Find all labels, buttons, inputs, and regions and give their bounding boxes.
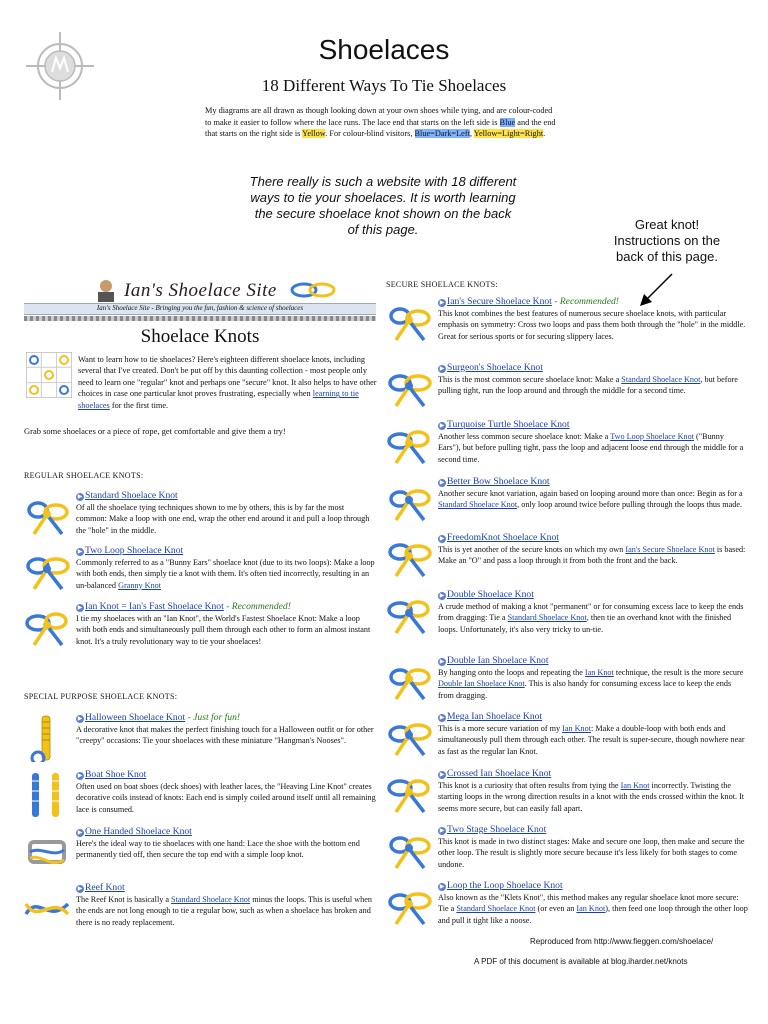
right-knot-entry-10 [438, 880, 748, 926]
right-knot-diagram-5 [386, 591, 432, 639]
note-right: Great knot! Instructions on the back of this page. [613, 217, 721, 264]
right-knot-entry-6 [438, 655, 748, 701]
knot-description: ("Bunny Ears"), but before pulling tight, pass the loop and adjacent loose end through the middle for a second time. [438, 432, 744, 464]
knot-description: . This is also handy for consuming excess lace to keep the ends from dragging. [438, 679, 732, 700]
left-knot-diagram-6 [24, 884, 70, 932]
footer-pdf: A PDF of this document is available at blog.iharder.net/knots [474, 957, 688, 966]
knots-grid-icon [26, 352, 72, 398]
left-knot-title-link[interactable]: Ian Knot = Ian's Fast Shoelace Knot [85, 601, 224, 612]
link-arrow-icon: ▶ [77, 886, 83, 892]
left-knot-title-link[interactable]: One Handed Shoelace Knot [85, 826, 192, 837]
link-arrow-icon: ▶ [439, 715, 445, 721]
decor-strip [24, 316, 376, 321]
link-arrow-icon: ▶ [439, 828, 445, 834]
inline-knot-link[interactable]: Double Ian Shoelace Knot [438, 679, 525, 689]
section-secure: SECURE SHOELACE KNOTS: [386, 280, 498, 289]
left-knot-entry-4 [76, 769, 376, 815]
footer-reproduced: Reproduced from http://www.fieggen.com/shoelace/ [530, 937, 714, 946]
right-knot-diagram-6 [386, 657, 432, 705]
section-special: SPECIAL PURPOSE SHOELACE KNOTS: [24, 692, 178, 701]
inline-knot-link[interactable]: Ian Knot [584, 668, 614, 678]
site-name: Ian's Shoelace Site [124, 280, 277, 301]
left-knot-entry-6 [76, 882, 376, 928]
right-knot-diagram-10 [386, 882, 432, 930]
right-knot-title-link[interactable]: Two Stage Shoelace Knot [447, 824, 547, 835]
left-knot-diagram-5 [24, 828, 70, 876]
left-knot-entry-2 [76, 601, 376, 647]
knot-description: (or even an [535, 904, 577, 914]
inline-knot-link[interactable]: Granny Knot [118, 580, 162, 590]
right-knot-entry-4 [438, 532, 748, 567]
right-knot-title-link[interactable]: Loop the Loop Shoelace Knot [447, 880, 563, 891]
knot-description: Another secure knot variation, again based on looping around more than once: Begin as for a [438, 489, 743, 499]
right-knot-title-link[interactable]: Double Ian Shoelace Knot [447, 655, 549, 666]
inline-knot-link[interactable]: Ian Knot [620, 781, 650, 791]
link-arrow-icon: ▶ [77, 494, 83, 500]
note-left: There really is such a website with 18 different ways to tie your shoelaces. It is worth learning the secure shoelace knot shown on the back of this page. [249, 174, 517, 237]
site-banner [24, 278, 376, 326]
right-knot-entry-2 [438, 419, 748, 465]
right-knot-title-link[interactable]: Crossed Ian Shoelace Knot [447, 768, 552, 779]
inline-knot-link[interactable]: Two Loop Shoelace Knot [610, 432, 694, 442]
left-knot-title-link[interactable]: Boat Shoe Knot [85, 769, 147, 780]
link-arrow-icon: ▶ [439, 772, 445, 778]
knot-description: incorrectly. Twisting the starting loops in the wrong direction results in a knot with the ends crossed within the knot. It seems more secure, but can easily fall apart. [438, 781, 745, 813]
knot-description: This is the most common secure shoelace knot: Make a [438, 375, 622, 385]
left-knot-title-link[interactable]: Standard Shoelace Knot [85, 490, 178, 501]
link-arrow-icon: ▶ [439, 480, 445, 486]
right-knot-diagram-1 [386, 364, 432, 412]
left-knot-entry-5 [76, 826, 376, 861]
right-knot-title-link[interactable]: Double Shoelace Knot [447, 589, 534, 600]
blue-key: Blue=Dark=Left [414, 129, 470, 138]
right-knot-diagram-9 [386, 826, 432, 874]
right-knot-diagram-8 [386, 770, 432, 818]
left-knot-entry-1 [76, 545, 376, 591]
section-regular: REGULAR SHOELACE KNOTS: [24, 471, 144, 480]
yellow-highlight: Yellow [302, 129, 326, 138]
knot-description: : Make a double-loop with both ends and simultaneously pull them through each other. The result is super-secure, though nowhere near as fast as the regular Ian Knot. [438, 724, 745, 756]
inline-knot-link[interactable]: Ian Knot [562, 724, 592, 734]
site-intro: Want to learn how to tie shoelaces? Here's eighteen different shoelace knots, including several that I've created. Don't be put off by this daunting collection - most people only need to learn one "regular" knot and perhaps one "secure" knot. It also helps to have other choices in case one particular knot proves frustrating, especially when learning to tie shoelaces for the first time. [78, 355, 377, 410]
knot-description: The Reef Knot is basically a [76, 895, 172, 905]
link-arrow-icon: ▶ [77, 716, 83, 722]
right-knot-entry-1 [438, 362, 748, 397]
link-arrow-icon: ▶ [439, 659, 445, 665]
learning-link[interactable]: learning to tie shoelaces [78, 389, 359, 410]
knot-description: By hanging onto the loops and repeating the [438, 668, 585, 678]
knot-description: Also known as the "Klets Knot", this method makes any regular shoelace knot more secure: Tie a [438, 893, 739, 914]
right-knot-diagram-3 [386, 478, 432, 526]
link-arrow-icon: ▶ [439, 366, 445, 372]
left-knot-diagram-3 [24, 714, 70, 762]
knot-description: This knot combines the best features of numerous secure shoelace knots, with particular emphasis on symmetry: Cross two loops and pass them both through the "hole" in the middle. Great for serious sports or for securing slippery laces. [438, 309, 746, 341]
right-knot-entry-7 [438, 711, 748, 757]
section-title: Shoelace Knots [140, 326, 260, 347]
left-knot-title-link[interactable]: Halloween Shoelace Knot [85, 712, 186, 723]
right-knot-title-link[interactable]: Better Bow Shoelace Knot [447, 476, 550, 487]
knot-description: Another less common secure shoelace knot: Make a [438, 432, 611, 442]
bow-icon [290, 280, 336, 300]
left-knot-title-link[interactable]: Two Loop Shoelace Knot [85, 545, 184, 556]
inline-knot-link[interactable]: Standard Shoelace Knot [621, 375, 701, 385]
inline-knot-link[interactable]: Standard Shoelace Knot [438, 500, 518, 510]
intro-paragraph: My diagrams are all drawn as though looking down at your own shoes while tying, and are colour-coded to make it easier to follow where the lace runs. The lace end that starts on the left side is Blue and the end that starts on the right side is Yellow. For colour-blind visitors, Blue=Dark=Left, Yellow=Light=Right. [205, 106, 556, 138]
right-knot-title-link[interactable]: Surgeon's Shoelace Knot [447, 362, 543, 373]
knot-description: ), then feed one loop through the other loop and pull it tight like a noose. [438, 904, 748, 925]
page-title: Shoelaces [318, 34, 450, 65]
link-arrow-icon: ▶ [77, 605, 83, 611]
left-knot-diagram-1 [24, 547, 70, 595]
inline-knot-link[interactable]: Ian Knot [576, 904, 606, 914]
knot-description: technique, the result is the more secure [613, 668, 744, 678]
right-knot-title-link[interactable]: Turquoise Turtle Shoelace Knot [447, 419, 570, 430]
knot-description: is based: Make an "O" and pass a loop through it from both the front and the back. [438, 545, 746, 566]
knot-description: Often used on boat shoes (deck shoes) with leather laces, the "Heaving Line Knot" creates decorative coils instead of knots: Each end is simply coiled around itself until all remaining lace is consumed. [76, 782, 376, 814]
inline-knot-link[interactable]: Ian's Secure Shoelace Knot [625, 545, 715, 555]
left-knot-diagram-2 [24, 603, 70, 651]
link-arrow-icon: ▶ [439, 593, 445, 599]
right-knot-entry-8 [438, 768, 748, 814]
knot-description: This is yet another of the secure knots on which my own [438, 545, 626, 555]
knot-description: This knot is a curiosity that often results from tying the [438, 781, 621, 791]
yellow-key: Yellow=Light=Right [473, 129, 544, 138]
right-knot-diagram-7 [386, 713, 432, 761]
left-knot-diagram-4 [24, 771, 70, 819]
knot-description: , then tie an overhand knot with the finished loops. Unfortunately, it's also very tricky to un-tie. [438, 613, 732, 634]
link-arrow-icon: ▶ [77, 830, 83, 836]
right-knot-entry-9 [438, 824, 748, 870]
link-arrow-icon: ▶ [439, 884, 445, 890]
link-arrow-icon: ▶ [439, 300, 445, 306]
knot-description: This is a more secure variation of my [438, 724, 563, 734]
knot-description: I tie my shoelaces with an "Ian Knot", the World's Fastest Shoelace Knot: Make a loop with both ends and simultaneously pull them through each other to form an almost instant knot. It's a truly revolutionary way to tie your shoelaces! [76, 614, 371, 646]
right-knot-entry-3 [438, 476, 748, 511]
left-knot-diagram-0 [24, 492, 70, 540]
blue-highlight: Blue [499, 117, 516, 127]
left-knot-entry-3 [76, 712, 376, 747]
ian-portrait-icon [96, 278, 116, 302]
link-arrow-icon: ▶ [439, 423, 445, 429]
right-knot-title-link[interactable]: FreedomKnot Shoelace Knot [447, 532, 559, 543]
inline-knot-link[interactable]: Standard Shoelace Knot [507, 613, 587, 623]
left-knot-entry-0 [76, 490, 376, 536]
right-knot-diagram-4 [386, 534, 432, 582]
inline-knot-link[interactable]: Standard Shoelace Knot [456, 904, 536, 914]
knot-description: A decorative knot that makes the perfect finishing touch for a Halloween outfit or for other "creepy" occasions: Tie your shoelaces with these miniature "Hangman's Nooses". [76, 725, 374, 746]
knot-description: This knot is made in two distinct stages: Make and secure one loop, then make and secure the other loop. The result is slightly more secure because it's less likely for both stages to come undone. [438, 837, 745, 869]
knot-description: A crude method of making a knot "permanent" or for consuming excess lace to keep the ends from dragging: Tie a [438, 602, 744, 623]
recommended-tag: - Recommended! [551, 296, 619, 307]
link-arrow-icon: ▶ [439, 536, 445, 542]
right-knot-title-link[interactable]: Mega Ian Shoelace Knot [447, 711, 543, 722]
knot-description: , but before pulling tight, run the loop around and through the middle for a second time. [438, 375, 738, 396]
right-knot-entry-5 [438, 589, 748, 635]
right-knot-diagram-0 [386, 298, 432, 346]
knot-description: minus the loops. This is useful when the ends are not long enough to tie a regular bow, such as when a shoelace has broken and there is no ready replacement. [76, 895, 372, 927]
link-arrow-icon: ▶ [77, 549, 83, 555]
left-knot-title-link[interactable]: Reef Knot [85, 882, 125, 893]
recommended-tag: - Recommended! [223, 601, 291, 612]
knot-description: Here's the ideal way to tie shoelaces with one hand: Lace the shoe with the bottom end permanently tied off, then secure the top end with a simple loop knot. [76, 839, 360, 860]
grab-text: Grab some shoelaces or a piece of rope, get comfortable and give them a try! [24, 426, 286, 436]
link-arrow-icon: ▶ [77, 773, 83, 779]
right-knot-title-link[interactable]: Ian's Secure Shoelace Knot [447, 296, 552, 307]
recommended-tag: - Just for fun! [185, 712, 241, 723]
knot-description: , only loop around twice before pulling through the loops thus made. [517, 500, 743, 510]
knot-description: Of all the shoelace tying techniques shown to me by others, this is by far the most common: Make a loop with one end, wrap the other end around it and pull a loop through the "hole" in the middle. [76, 503, 370, 535]
right-knot-diagram-2 [386, 421, 432, 469]
site-tagline: Ian's Shoelace Site - Bringing you the fun, fashion & science of shoelaces [96, 304, 304, 312]
page-subtitle: 18 Different Ways To Tie Shoelaces [261, 76, 507, 95]
right-knot-entry-0 [438, 296, 748, 342]
knot-description: Commonly referred to as a "Bunny Ears" shoelace knot (due to its two loops): Make a loop with both ends, then simply tie a knot with them. It's often tied incorrectly, resulting in an un-balanced [76, 558, 375, 590]
inline-knot-link[interactable]: Standard Shoelace Knot [171, 895, 251, 905]
